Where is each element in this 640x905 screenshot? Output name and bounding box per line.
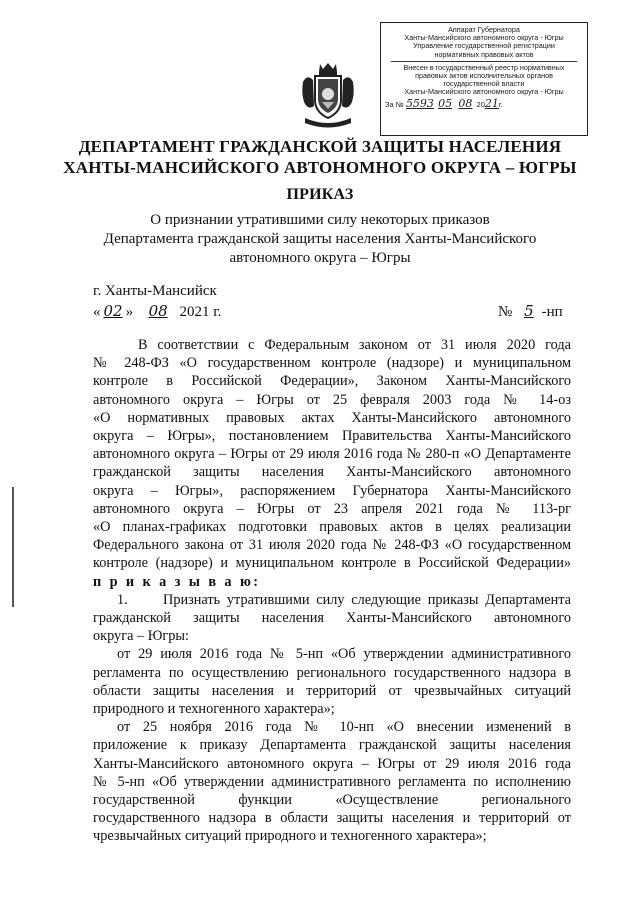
- number-value: 5: [524, 302, 534, 320]
- stamp-divider: [391, 61, 577, 62]
- date-open-quote: «: [93, 304, 101, 320]
- stamp-line: правовых актов исполнительных органов: [415, 72, 553, 81]
- date-day: 02: [103, 302, 123, 320]
- item-b-line: № 5-нп «Об утверждении административного регламента по исполнению: [93, 773, 571, 790]
- item-a-line: природного и техногенного характера»;: [93, 701, 335, 718]
- preamble-line: округа – Югры», постановлением Правительства Ханты-Мансийского: [93, 428, 571, 445]
- preamble-line: В соответствии с Федеральным законом от 31 июля 2020 года: [138, 337, 571, 353]
- order-number: [498, 302, 563, 321]
- item1-first-line: [93, 591, 571, 609]
- item-a-line: области защиты населения и территорий от чрезвычайных ситуаций: [93, 682, 571, 699]
- item1-text: Признать утратившими силу следующие приказы Департамента: [163, 591, 571, 608]
- stamp-reg-number: 5593: [405, 96, 434, 110]
- stamp-reg-month: 08: [458, 96, 473, 110]
- preamble-paragraph: [93, 336, 571, 846]
- date-year: 2021 г.: [179, 304, 222, 320]
- stamp-reg-day: 05: [438, 96, 453, 110]
- order-date: [93, 302, 221, 321]
- stamp-line: Внесен в государственный реестр нормативных: [403, 63, 565, 72]
- stamp-reg-year-prefix: 20: [476, 99, 485, 109]
- stamp-reg-prefix: За №: [385, 99, 404, 109]
- preamble-line: Федерального закона от 31 июля 2020 года № 248-ФЗ «О государственном: [93, 537, 571, 554]
- stamp-registration-row: [385, 96, 583, 110]
- subject-line1: О признании утратившими силу некоторых приказов: [150, 212, 490, 228]
- item-b-line: государственной функции «Осуществление регионального: [93, 792, 571, 809]
- coat-of-arms-emblem: [299, 60, 357, 130]
- item-b-line: государственного надзора в области защиты населения и территорий от: [93, 810, 571, 827]
- preamble-line: округа – Югры», распоряжением Губернатора Ханты-Мансийского: [93, 482, 571, 499]
- item-b-line: приложение к приказу Департамента гражданской защиты населения: [93, 737, 571, 754]
- department-title-line2: ХАНТЫ-МАНСИЙСКОГО АВТОНОМНОГО ОКРУГА – ЮГРЫ: [63, 158, 577, 177]
- preamble-line: автономного округа – Югры от 29 июля 2016 года № 280-п «О Департаменте: [93, 446, 571, 463]
- preamble-line: гражданской защиты населения Ханты-Мансийского автономного: [93, 464, 571, 481]
- item1-line: округа – Югры:: [93, 628, 189, 645]
- stamp-line: Ханты-Мансийского автономного округа - Югры: [404, 34, 564, 43]
- department-title-line1: ДЕПАРТАМЕНТ ГРАЖДАНСКОЙ ЗАЩИТЫ НАСЕЛЕНИЯ: [78, 137, 562, 156]
- item-a-line: регламента по осуществлению регионального государственного надзора в: [93, 664, 571, 681]
- registration-stamp: [380, 22, 588, 136]
- stamp-line: государственной власти: [443, 80, 525, 89]
- preamble-line: автономного округа – Югры от 25 февраля 2003 года № 14-оз: [93, 391, 571, 408]
- subject-line3: автономного округа – Югры: [229, 250, 411, 266]
- date-month: 08: [148, 302, 168, 320]
- preamble-line: «О нормативных правовых актах Ханты-Мансийского автономного: [93, 409, 571, 426]
- preamble-line: «О планах-графиках подготовки правовых актов в целях реализации: [93, 519, 571, 536]
- stamp-line: Ханты-Мансийского автономного округа - Югры: [404, 88, 564, 97]
- item-a-line: от 29 июля 2016 года № 5-нп «Об утверждении административного: [117, 646, 571, 663]
- preamble-line: контроле в Российской Федерации», Законом Ханты-Мансийского: [93, 373, 571, 390]
- number-prefix: №: [498, 304, 513, 320]
- stamp-line: нормативных правовых актов: [434, 50, 534, 59]
- item1-number: 1.: [117, 591, 128, 608]
- stamp-line: Аппарат Губернатора: [448, 26, 520, 34]
- item-b-line: Ханты-Мансийского автономного округа – Югры от 29 июля 2016 года: [93, 755, 571, 772]
- subject-line2: Департамента гражданской защиты населения Ханты-Мансийского: [103, 231, 537, 247]
- stamp-line: Управление государственной регистрации: [413, 42, 555, 51]
- stamp-reg-suffix: г.: [498, 99, 503, 109]
- city: г. Ханты-Мансийск: [93, 283, 217, 299]
- stamp-reg-year: 21: [484, 96, 499, 110]
- number-suffix: -нп: [541, 304, 563, 320]
- scan-edge-mark: [12, 487, 14, 607]
- preamble-line: № 248-ФЗ «О государственном контроле (надзоре) и муниципальном: [93, 355, 571, 372]
- date-close-quote: »: [125, 304, 134, 320]
- preamble-line: контроле (надзоре) и муниципальном контроле в Российской Федерации»: [93, 555, 571, 572]
- item-b-line: чрезвычайных ситуаций природного и техногенного характера»;: [93, 828, 487, 845]
- item-b-line: от 25 ноября 2016 года № 10-нп «О внесении изменений в: [117, 719, 571, 736]
- document-type: ПРИКАЗ: [286, 186, 354, 203]
- preamble-line: автономного округа – Югры от 23 апреля 2021 года № 113-рг: [93, 500, 571, 517]
- order-word: п р и к а з ы в а ю:: [93, 573, 261, 590]
- item1-line: гражданской защиты населения Ханты-Мансийского автономного: [93, 610, 571, 627]
